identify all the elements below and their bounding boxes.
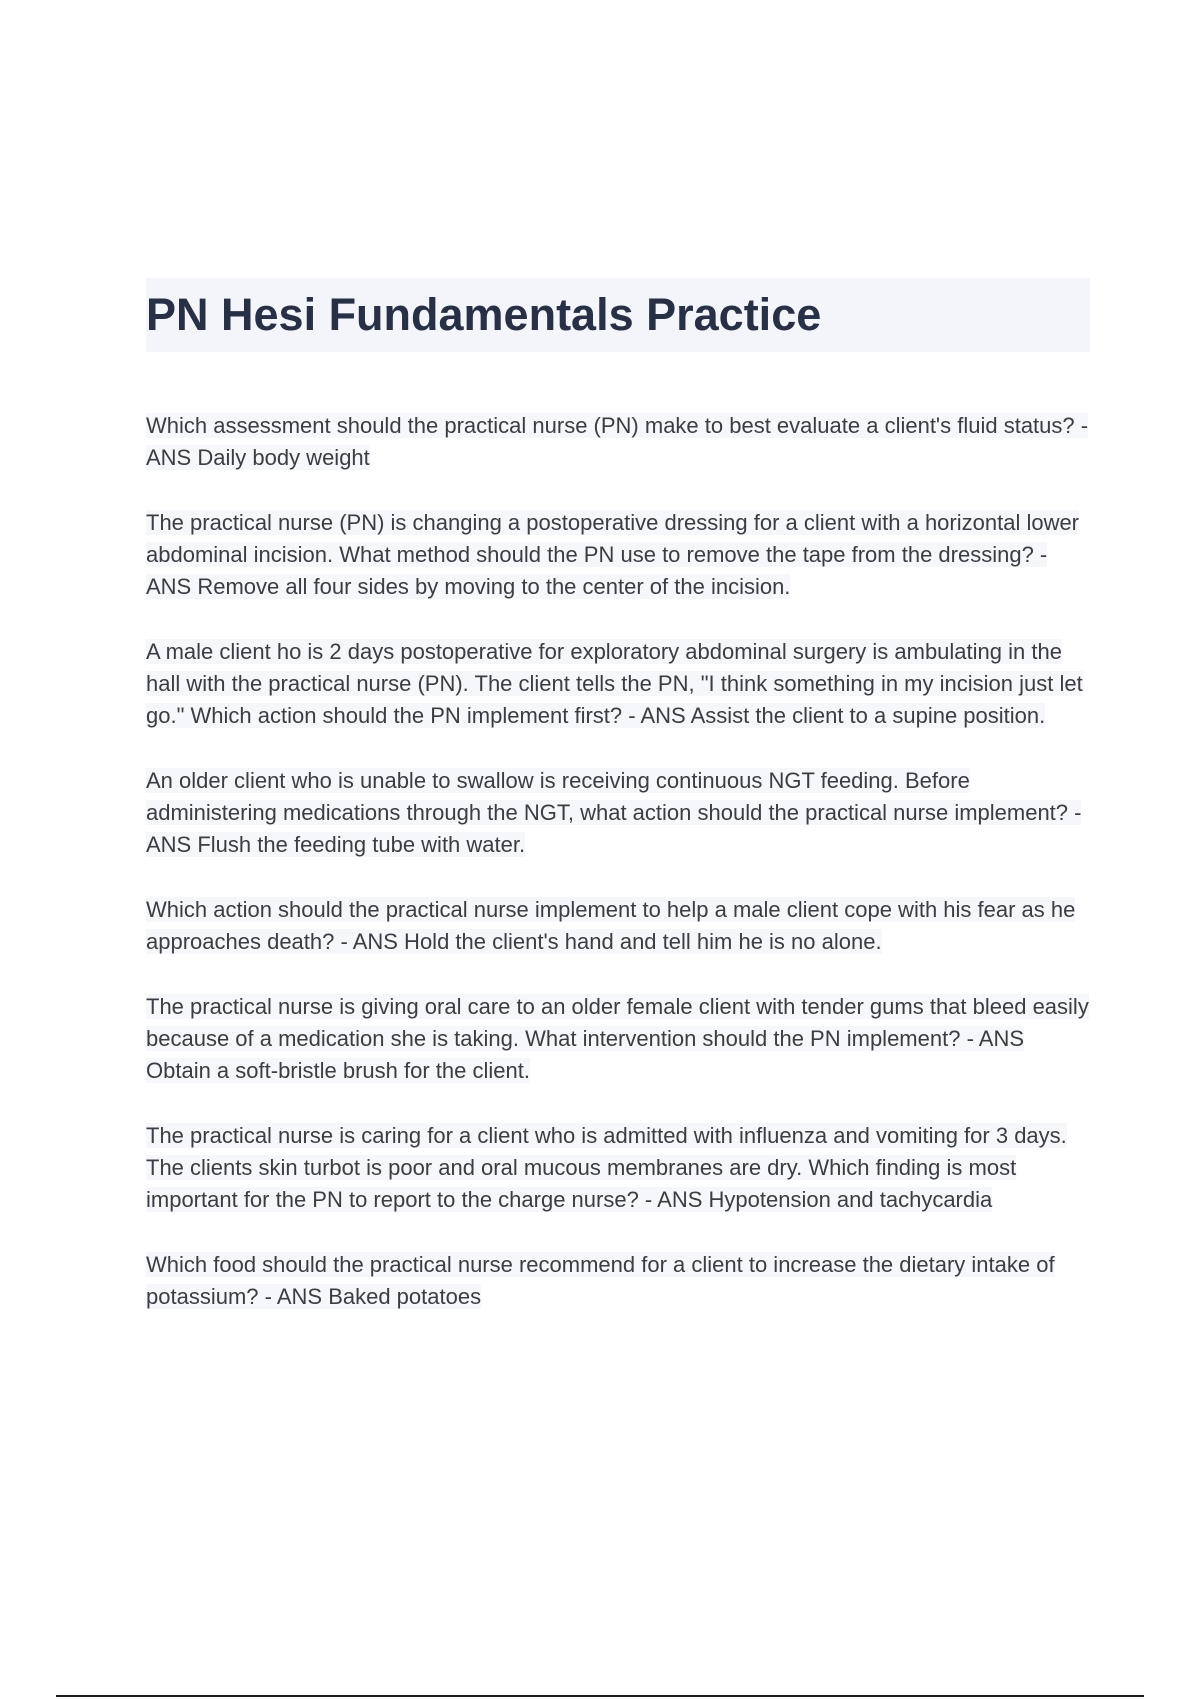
question-text: The practical nurse (PN) is changing a postoperative dressing for a client with a horizontal lower abdominal incision. What method should the PN use to remove the tape from the dressing? - ANS Remove all four sides by moving to the center of the incision.: [146, 510, 1080, 599]
question-list: [146, 410, 1090, 1346]
question-item: [146, 1120, 1090, 1216]
page-footer-rule: [56, 1695, 1144, 1697]
question-text: A male client ho is 2 days postoperative for exploratory abdominal surgery is ambulating in the hall with the practical nurse (PN). The client tells the PN, "I think something in my incision just let go." Which action should the PN implement first? - ANS Assist the client to a supine position.: [146, 639, 1083, 728]
question-item: [146, 507, 1090, 603]
question-text: Which assessment should the practical nurse (PN) make to best evaluate a client's fluid status? - ANS Daily body weight: [146, 413, 1089, 470]
question-text: Which food should the practical nurse recommend for a client to increase the dietary intake of potassium? - ANS Baked potatoes: [146, 1252, 1055, 1309]
question-item: [146, 991, 1090, 1087]
question-item: [146, 636, 1090, 732]
question-text: The practical nurse is giving oral care to an older female client with tender gums that bleed easily because of a medication she is taking. What intervention should the PN implement? - ANS Obtain a soft-bristle brush for the client.: [146, 994, 1089, 1083]
page-title: PN Hesi Fundamentals Practice: [146, 289, 822, 340]
question-item: [146, 765, 1090, 861]
question-item: [146, 1249, 1090, 1313]
question-text: An older client who is unable to swallow is receiving continuous NGT feeding. Before administering medications through the NGT, what action should the practical nurse implement? - ANS Flush the feeding tube with water.: [146, 768, 1082, 857]
question-text: The practical nurse is caring for a client who is admitted with influenza and vomiting for 3 days. The clients skin turbot is poor and oral mucous membranes are dry. Which finding is most important for the PN to report to the charge nurse? - ANS Hypotension and tachycardia: [146, 1123, 1067, 1212]
question-text: Which action should the practical nurse implement to help a male client cope with his fear as he approaches death? - ANS Hold the client's hand and tell him he is no alone.: [146, 897, 1076, 954]
question-item: [146, 410, 1090, 474]
question-item: [146, 894, 1090, 958]
